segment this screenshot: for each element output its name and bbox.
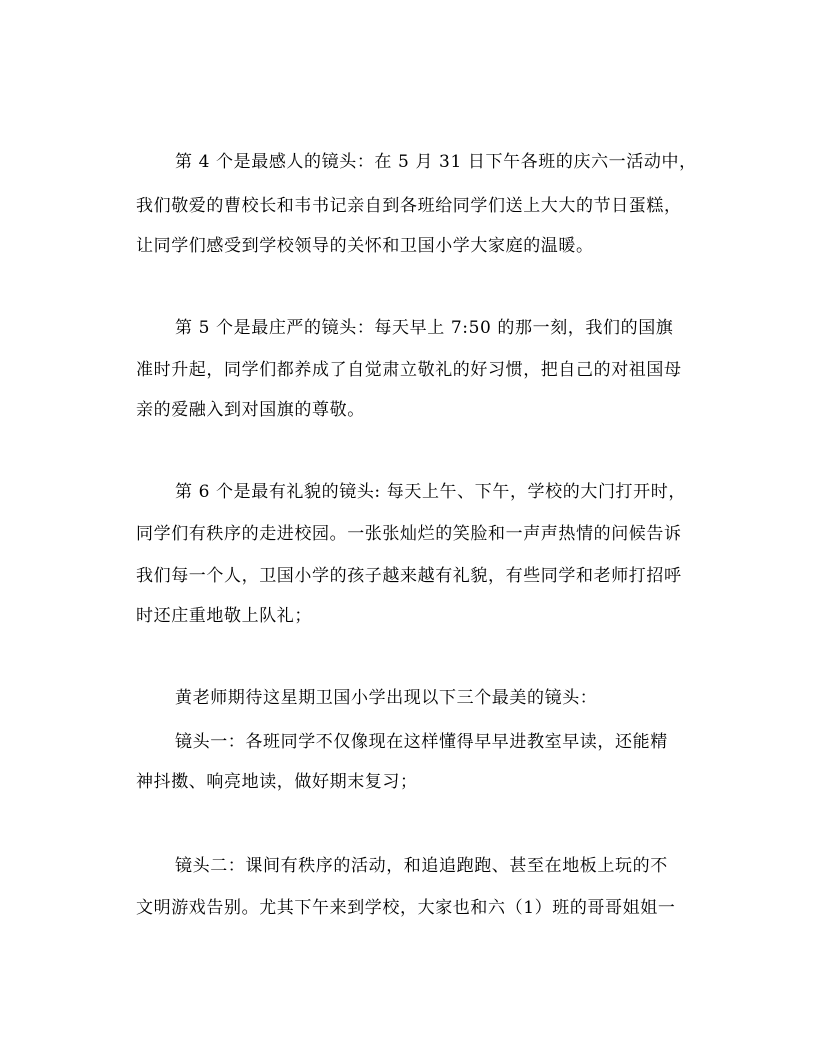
paragraph-4-line-1: 黄老师期待这星期卫国小学出现以下三个最美的镜头： <box>175 688 598 708</box>
paragraph-3-line-1: 第 6 个是最有礼貌的镜头: 每天上午、下午，学校的大门打开时， <box>175 482 686 502</box>
paragraph-2-line-2: 准时升起，同学们都养成了自觉肃立敬礼的好习惯，把自己的对祖国母 <box>136 360 682 380</box>
paragraph-4-line-3: 神抖擞、响亮地读，做好期末复习； <box>136 772 418 792</box>
paragraph-1-line-3: 让同学们感受到学校领导的关怀和卫国小学大家庭的温暖。 <box>136 236 594 256</box>
paragraph-1-line-2: 我们敬爱的曹校长和韦书记亲自到各班给同学们送上大大的节日蛋糕， <box>136 196 682 216</box>
paragraph-2-line-1: 第 5 个是最庄严的镜头：每天早上 7:50 的那一刻，我们的国旗 <box>175 318 674 338</box>
paragraph-3-line-3: 我们每一个人，卫国小学的孩子越来越有礼貌，有些同学和老师打招呼 <box>136 566 682 586</box>
paragraph-2-line-3: 亲的爱融入到对国旗的尊敬。 <box>136 400 365 420</box>
paragraph-5-line-2: 文明游戏告别。尤其下午来到学校，大家也和六（1）班的哥哥姐姐一 <box>136 898 676 918</box>
paragraph-5-line-1: 镜头二：课间有秩序的活动，和追追跑跑、甚至在地板上玩的不 <box>175 856 668 876</box>
paragraph-3-line-2: 同学们有秩序的走进校园。一张张灿烂的笑脸和一声声热情的问候告诉 <box>136 524 682 544</box>
paragraph-4-line-2: 镜头一：各班同学不仅像现在这样懂得早早进教室早读，还能精 <box>175 732 668 752</box>
paragraph-1-line-1: 第 4 个是最感人的镜头：在 5 月 31 日下午各班的庆六一活动中， <box>175 152 697 172</box>
paragraph-3-line-4: 时还庄重地敬上队礼； <box>136 606 312 626</box>
